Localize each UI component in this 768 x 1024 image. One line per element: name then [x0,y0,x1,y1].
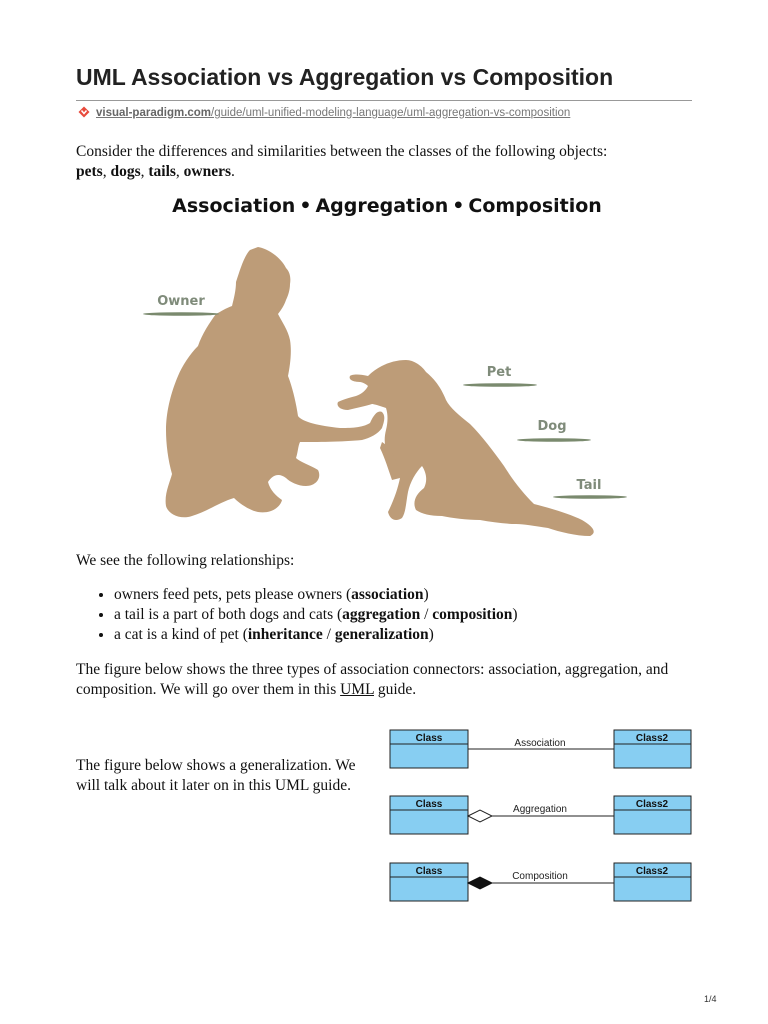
owner-silhouette [166,247,385,517]
connector-row-composition [390,863,691,901]
connectors-paragraph: The figure below shows the three types of association connectors: association, aggregation, and composition. We will go over them in this UML guide. [76,661,669,698]
page-title: UML Association vs Aggregation vs Composition [76,64,614,90]
intro-object-dogs: dogs [110,163,141,180]
connector-row-association [390,730,691,768]
term-composition: composition [432,606,513,623]
generalization-paragraph: The figure below shows a generalization. We will talk about it later on in this UML guide. [76,757,356,794]
owner-dog-figure [130,190,640,545]
title-divider [76,100,692,101]
intro-object-owners: owners [183,163,232,180]
label-dog [517,419,591,442]
label-tail [553,478,627,499]
figure-heading [172,195,602,217]
label-dog-text: Dog [537,419,567,434]
intro-object-tails: tails [148,163,176,180]
class-name-left: Class [415,866,443,877]
connector-label: Composition [512,871,568,882]
uml-link[interactable]: UML [340,681,374,698]
label-pet-text: Pet [486,365,512,380]
label-pet-underline [463,383,537,387]
label-owner [143,294,219,316]
term-generalization: generalization [334,626,429,643]
heading-bullet: • [452,195,465,217]
list-item: • a cat is a kind of pet (inheritance / generalization) [114,625,518,645]
class-name-right: Class2 [635,866,669,877]
relationships-list [76,585,518,645]
intro-separator: , [175,163,184,180]
relationships-intro: We see the following relationships: [76,552,295,569]
intro-text: Consider the differences and similarities between the classes of the following objects: [76,143,608,160]
term-association: association [351,586,424,603]
heading-composition: Composition [468,195,602,217]
filled-diamond-icon [468,877,492,889]
association-connectors-figure [388,728,698,908]
term-aggregation: aggregation [342,606,421,623]
source-line [78,106,570,119]
heading-association: Association [172,195,296,217]
list-item: • owners feed pets, pets please owners (association) [114,585,518,605]
hollow-diamond-icon [468,810,492,822]
label-tail-text: Tail [576,478,602,493]
intro-separator: , [102,163,111,180]
list-item: • a tail is a part of both dogs and cats (aggregation / composition) [114,605,518,625]
visual-paradigm-logo-icon [78,106,90,118]
class-name-right: Class2 [635,733,669,744]
intro-object-pets: pets [76,163,103,180]
connector-label: Association [514,738,566,749]
class-name-left: Class [415,733,443,744]
page-number: 1/4 [704,994,717,1004]
intro-end: . [231,163,235,180]
connector-label: Aggregation [513,804,567,815]
label-dog-underline [517,438,591,442]
label-tail-underline [553,495,627,499]
label-owner-underline [143,312,219,316]
class-name-right: Class2 [635,799,669,810]
term-inheritance: inheritance [247,626,323,643]
label-pet [463,365,537,387]
source-domain: visual-paradigm.com [96,107,212,119]
dog-silhouette [337,360,593,536]
heading-bullet: • [299,195,312,217]
intro-separator: , [140,163,149,180]
connector-row-aggregation [390,796,691,834]
source-path: /guide/uml-unified-modeling-language/uml-aggregation-vs-composition [211,107,571,119]
heading-aggregation: Aggregation [315,195,449,217]
source-url-link[interactable] [96,107,570,119]
label-owner-text: Owner [157,294,205,309]
intro-paragraph [76,142,696,182]
class-name-left: Class [415,799,443,810]
